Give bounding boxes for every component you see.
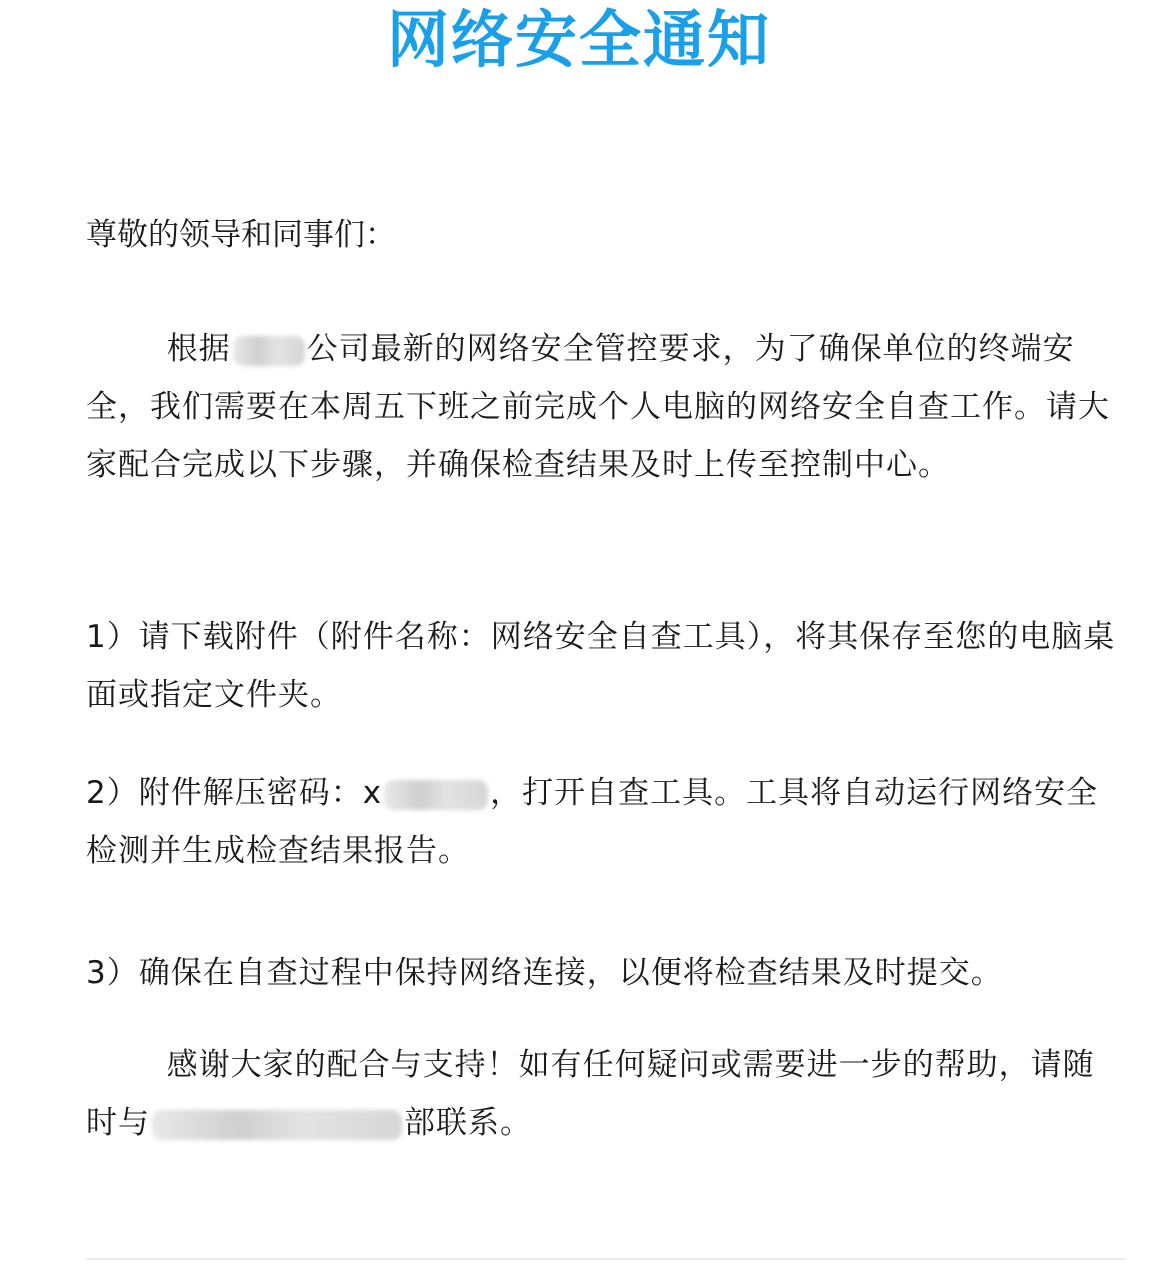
bottom-divider	[86, 1258, 1126, 1260]
step-2	[86, 764, 1116, 880]
closing-rest: 部联系。	[404, 1105, 532, 1141]
step-1: 1）请下载附件（附件名称：网络安全自查工具），将其保存至您的电脑桌面或指定文件夹。	[86, 619, 1116, 713]
closing-start: 感谢大家的配合与支持！如有任何疑问或需要进一步的帮助，请随时与	[86, 1047, 1095, 1141]
step-3: 3）确保在自查过程中保持网络连接，以便将检查结果及时提交。	[86, 955, 1003, 991]
redacted-password	[384, 780, 488, 810]
closing-paragraph	[86, 1036, 1116, 1152]
step-2-rest: ，打开自查工具。工具将自动运行网络安全检测并生成检查结果报告。	[86, 775, 1099, 869]
redacted-company-name	[233, 336, 305, 366]
paragraph-intro-start: 根据	[166, 331, 231, 367]
page-title: 网络安全通知	[386, 3, 771, 76]
paragraph-intro-rest: 公司最新的网络安全管控要求，为了确保单位的终端安全，我们需要在本周五下班之前完成个人电脑的网络安全自查工作。请大家配合完成以下步骤，并确保检查结果及时上传至控制中心。	[86, 331, 1110, 483]
redacted-department-name	[152, 1110, 402, 1140]
paragraph-intro	[86, 320, 1116, 494]
greeting: 尊敬的领导和同事们：	[86, 217, 396, 253]
step-2-start: 2）附件解压密码：x	[86, 775, 383, 811]
